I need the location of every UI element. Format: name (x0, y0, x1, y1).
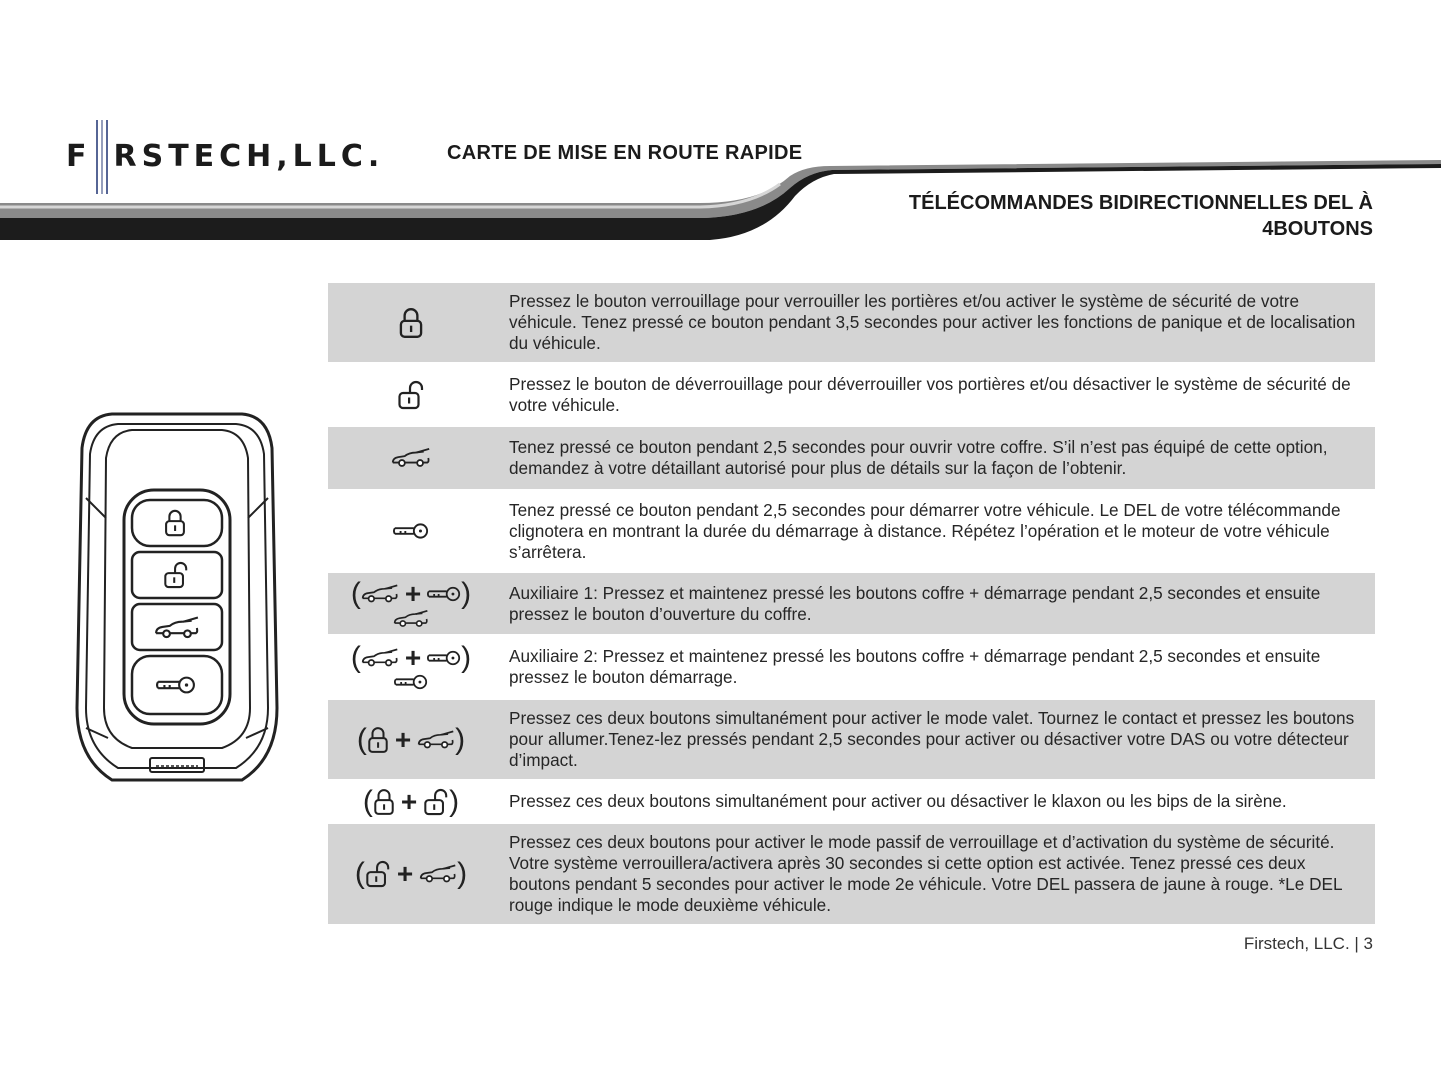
button-combination: ( + ) (354, 857, 468, 890)
row-description: Auxiliaire 1: Pressez et maintenez pressé les boutons coffre + démarrage pendant 2,5 secondes et ensuite pressez le bouton d’ouverture du coffre. (509, 582, 1321, 624)
start-key-icon (393, 521, 429, 541)
trunk-icon (419, 864, 457, 884)
button-combination: ( + ) (350, 641, 472, 674)
icon-cell (328, 722, 494, 756)
table-row (328, 427, 1375, 489)
document-title: CARTE DE MISE EN ROUTE RAPIDE (447, 142, 803, 164)
trunk-icon (417, 730, 455, 750)
table-row (328, 824, 1375, 924)
table-row (328, 782, 1375, 821)
logo-i-mark (92, 136, 114, 172)
unlock-icon (397, 378, 425, 412)
start-key-icon (427, 649, 461, 667)
row-description: Tenez pressé ce bouton pendant 2,5 secondes pour démarrer votre véhicule. Le DEL de votre télécommande clignotera en montrant la durée du démarrage à distance. Répétez l’opération et le moteur de votre véhicule s’arrêtera. (509, 499, 1341, 562)
table-row (328, 573, 1375, 634)
button-combination: ( + ) (350, 576, 472, 610)
row-description: Auxiliaire 2: Pressez et maintenez pressé les boutons coffre + démarrage pendant 2,5 secondes et ensuite pressez le bouton démarrage. (509, 646, 1321, 687)
icon-cell (328, 447, 494, 469)
unlock-icon (423, 787, 449, 817)
trunk-icon (361, 648, 399, 668)
row-description: Pressez ces deux boutons simultanément pour activer le mode valet. Tournez le contact et pressez les boutons pour allumer.Tenez-lez pressés pendant 2,5 secondes pour activer ou désactiver votre DAS ou votre détecteur d’impact. (509, 708, 1355, 770)
row-description: Pressez le bouton verrouillage pour verrouiller les portières et/ou activer le système de sécurité de votre véhicule. Tenez pressé ce bouton pendant 3,5 secondes pour activer les fonctions de panique et de localisation du véhicule. (509, 291, 1356, 353)
row-description: Tenez pressé ce bouton pendant 2,5 secondes pour ouvrir votre coffre. S’il n’est pas équipé de cette option, demandez à votre détaillant autorisé pour plus de détails sur la façon de l’obtenir. (509, 437, 1328, 478)
table-row (328, 700, 1375, 779)
company-logo: F RSTECH,LLC. (66, 136, 384, 174)
button-function-table (328, 283, 1375, 927)
lock-icon (398, 306, 424, 340)
icon-cell (328, 306, 494, 340)
trunk-icon (391, 447, 431, 469)
trunk-icon (393, 609, 429, 629)
table-row (328, 637, 1375, 697)
remote-fob-illustration (72, 408, 282, 796)
lock-icon (373, 787, 395, 817)
unlock-icon (365, 859, 391, 889)
row-description: Pressez ces deux boutons pour activer le mode passif de verrouillage et d’activation du système de sécurité. Votre système verrouillera/activera après 30 secondes si cette option est activée. Tenez pressé ces deux boutons pendant 5 secondes pour activer le mode 2e véhicule. Votre DEL passera de jaune à rouge. *Le DEL rouge indique le mode deuxième véhicule. (509, 832, 1342, 915)
section-title-line2: 4BOUTONS (1262, 218, 1373, 240)
icon-cell (328, 576, 494, 629)
icon-cell (328, 378, 494, 412)
start-key-icon (427, 585, 461, 603)
trunk-icon (361, 584, 399, 604)
icon-cell (328, 643, 494, 691)
icon-cell (328, 521, 494, 541)
table-row (328, 492, 1375, 570)
page-footer: Firstech, LLC. | 3 (1243, 934, 1373, 953)
start-key-icon (394, 673, 428, 691)
page-header (0, 0, 1441, 260)
button-combination: ( + ) (356, 722, 466, 756)
section-title-line1: TÉLÉCOMMANDES BIDIRECTIONNELLES DEL À (908, 192, 1373, 214)
section-title (833, 190, 1373, 242)
table-row (328, 283, 1375, 362)
table-row (328, 365, 1375, 424)
row-description: Pressez ces deux boutons simultanément pour activer ou désactiver le klaxon ou les bips de la sirène. (509, 791, 1287, 811)
icon-cell (328, 859, 494, 889)
button-combination: ( + ) (362, 784, 460, 818)
row-description: Pressez le bouton de déverrouillage pour déverrouiller vos portières et/ou désactiver le système de sécurité de votre véhicule. (509, 373, 1351, 415)
icon-cell (328, 784, 494, 818)
lock-icon (367, 725, 389, 755)
